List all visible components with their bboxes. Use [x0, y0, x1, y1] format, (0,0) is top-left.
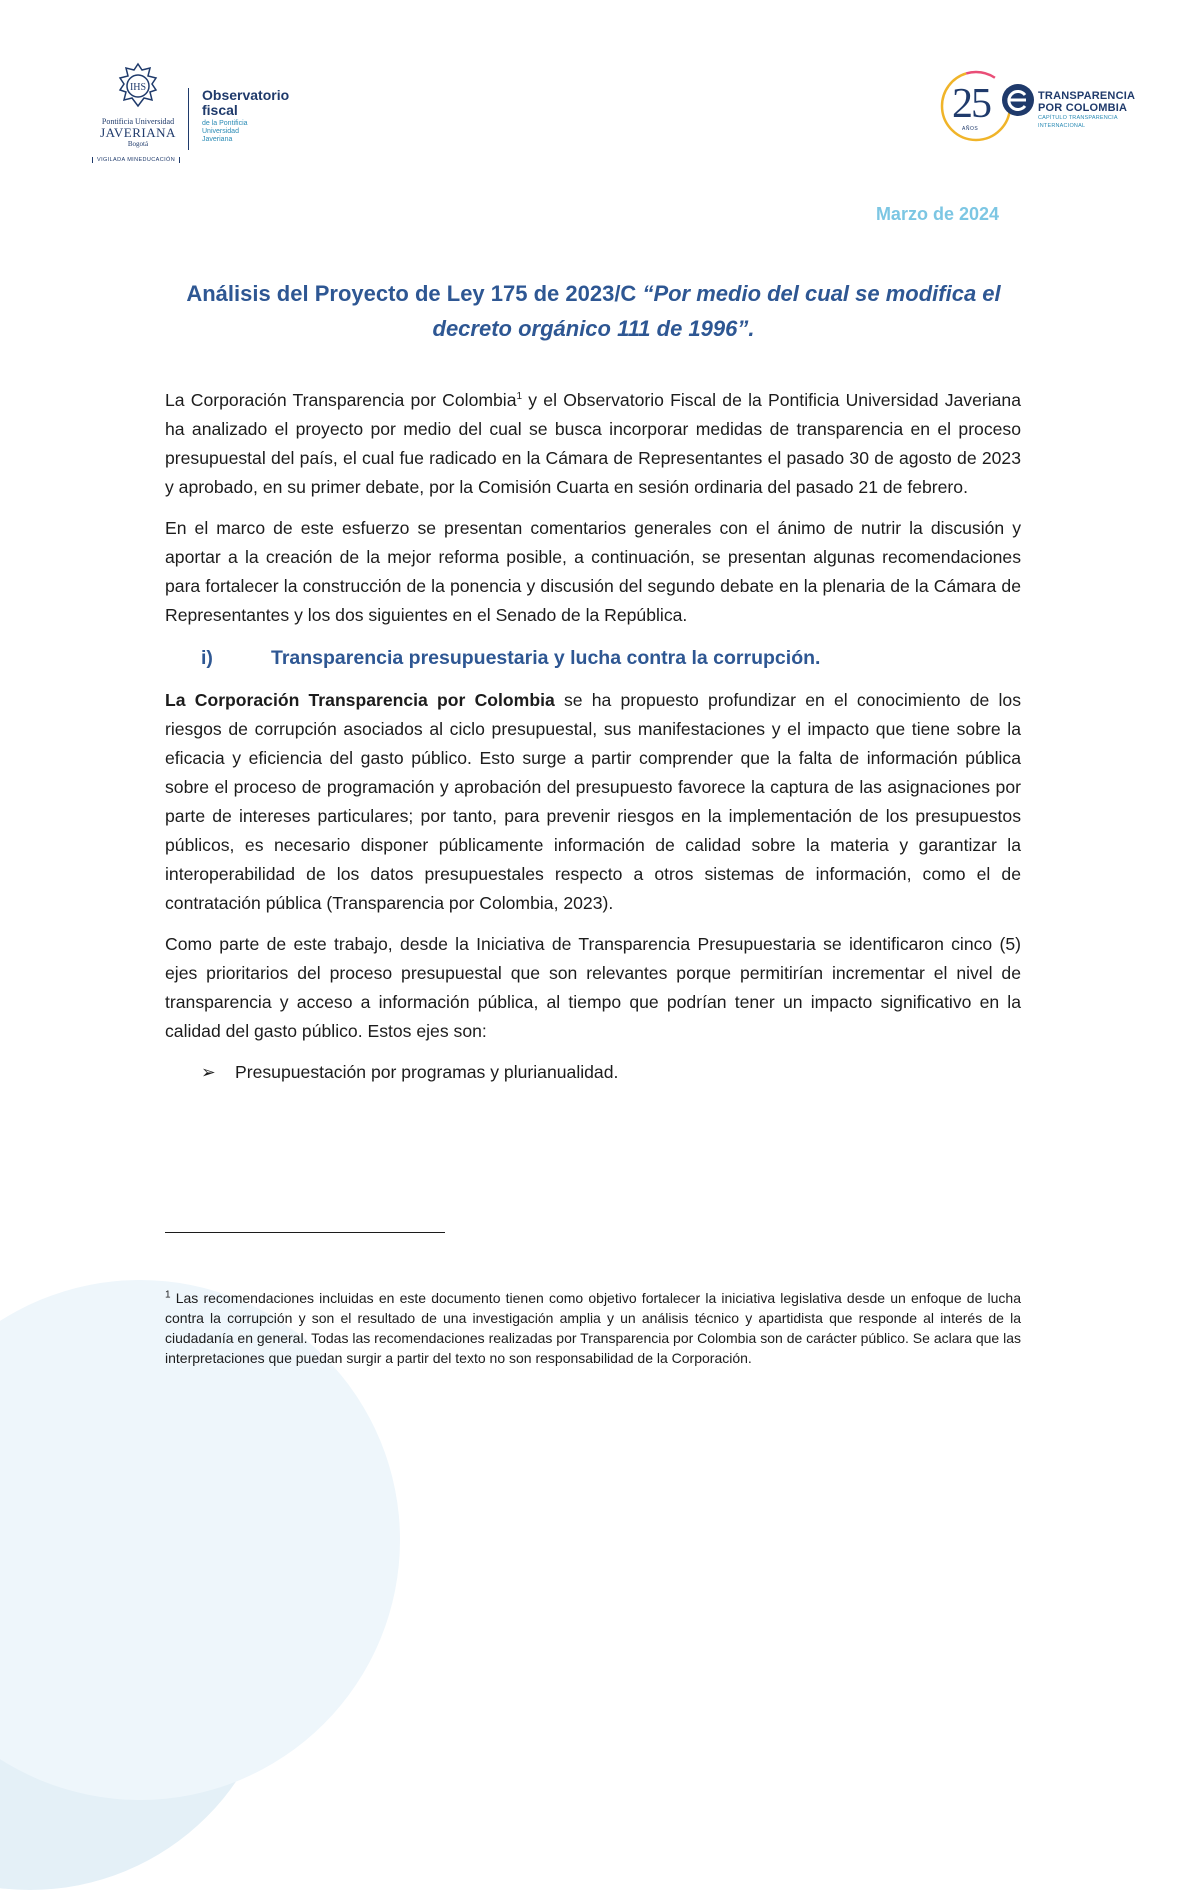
section-number: i) — [201, 647, 213, 669]
footnote-text: Las recomendaciones incluidas en este documento tienen como objetivo fortalecer la iniciativa legislativa desde un enfoque de lucha contra la corrupción y son el resultado de una investigación amplia y un análisis técnico y apartidista que responde al interés de la ciudadanía en general. Todas las recomendaciones realizadas por Transparencia por Colombia son de carácter público. Se aclara que las interpretaciones que puedan surgir a partir del texto no son responsabilidad de la Corporación. — [165, 1290, 1021, 1366]
observatorio-sub-line3: Javeriana — [202, 136, 233, 143]
crest-text: IHS — [129, 82, 147, 93]
section-label: Transparencia presupuestaria y lucha contra la corrupción. — [271, 647, 821, 669]
section-heading — [201, 644, 1021, 672]
observatorio-title-line2: fiscal — [202, 102, 238, 118]
footnote — [165, 1288, 1021, 1368]
tpc-line3: CAPÍTULO TRANSPARENCIA INTERNACIONAL — [1038, 115, 1118, 129]
p3-bold: La Corporación Transparencia por Colombia — [165, 690, 555, 710]
p3-text: se ha propuesto profundizar en el conocimiento de los riesgos de corrupción asociados al ciclo presupuestal, sus manifestaciones y el impacto que tiene sobre la eficacia y eficiencia del gasto público. Esto surge a partir comprender que la falta de información pública sobre el proceso de programación y aprobación del presupuesto favorece la captura de las asignaciones por parte de intereses particulares; por tanto, para prevenir riesgos en la implementación de los presupuestos públicos, es necesario disponer públicamente información de calidad sobre la materia y garantizar la interoperabilidad de los datos presupuestales respecto a otros sistemas de información, como el de contratación pública (Transparencia por Colombia, 2023). — [165, 690, 1021, 913]
list-item — [201, 1058, 1021, 1087]
document-date: Marzo de 2024 — [875, 204, 999, 224]
javeriana-small-line: Pontificia Universidad — [101, 117, 175, 126]
observatorio-sub-line1: de la Pontificia — [202, 120, 248, 127]
footnote-ref[interactable]: 1 — [516, 391, 523, 403]
javeriana-logo — [92, 62, 184, 148]
document-body — [165, 386, 1021, 1087]
javeriana-city: Bogotá — [127, 140, 149, 148]
observatorio-logo — [202, 88, 289, 144]
title-plain: Análisis del Proyecto de Ley 175 de 2023/C — [186, 281, 643, 306]
paragraph-1 — [165, 386, 1021, 502]
crest-icon — [116, 62, 160, 112]
paragraph-2: En el marco de este esfuerzo se presentan comentarios generales con el ánimo de nutrir la discusión y aportar a la creación de la mejor reforma posible, a continuación, se presentan algunas recomendaciones para fortalecer la construcción de la ponencia y discusión del segundo debate en la plenaria de la Cámara de Representantes y los dos siguientes en el Senado de la República. — [165, 518, 1021, 625]
bullet-text: Presupuestación por programas y plurianualidad. — [235, 1062, 619, 1082]
tpc-logo — [938, 68, 1148, 150]
vigilada-label: VIGILADA MINEDUCACIÓN — [92, 157, 180, 163]
title-italic: “Por medio del cual se modifica el decreto orgánico 111 de 1996”. — [432, 281, 1001, 341]
tpc-line2: POR COLOMBIA — [1038, 102, 1128, 114]
footnote-separator — [165, 1232, 445, 1233]
document-title — [150, 276, 1037, 346]
javeriana-name: JAVERIANA — [100, 125, 176, 140]
observatorio-sub-line2: Universidad — [202, 128, 239, 135]
footnote-number: 1 — [165, 1289, 171, 1301]
tpc-anos: AÑOS — [962, 126, 979, 132]
logo-divider — [188, 88, 189, 150]
p1-text-b: y el Observatorio Fiscal de la Pontificia Universidad Javeriana ha analizado el proyecto por medio del cual se busca incorporar medidas de transparencia en el proceso presupuestal del país, el cual fue radicado en la Cámara de Representantes el pasado 30 de agosto de 2023 y aprobado, en su primer debate, por la Comisión Cuarta en sesión ordinaria del pasado 21 de febrero. — [165, 390, 1022, 497]
observatorio-title-line1: Observatorio — [202, 87, 290, 103]
e-logo-icon — [1000, 82, 1036, 118]
paragraph-4: Como parte de este trabajo, desde la Iniciativa de Transparencia Presupuestaria se identificaron cinco (5) ejes prioritarios del proceso presupuestal que son relevantes porque permitirían incrementar el nivel de transparencia y acceso a información pública, al tiempo que podrían tener un impacto significativo en la calidad del gasto público. Estos ejes son: — [165, 934, 1021, 1041]
p1-text-a: La Corporación Transparencia por Colombia — [165, 390, 517, 410]
paragraph-3 — [165, 686, 1021, 918]
arrow-bullet-icon: ➢ — [201, 1062, 216, 1082]
tpc-line1: TRANSPARENCIA — [1038, 90, 1136, 102]
tpc-number: 25 — [952, 81, 990, 127]
